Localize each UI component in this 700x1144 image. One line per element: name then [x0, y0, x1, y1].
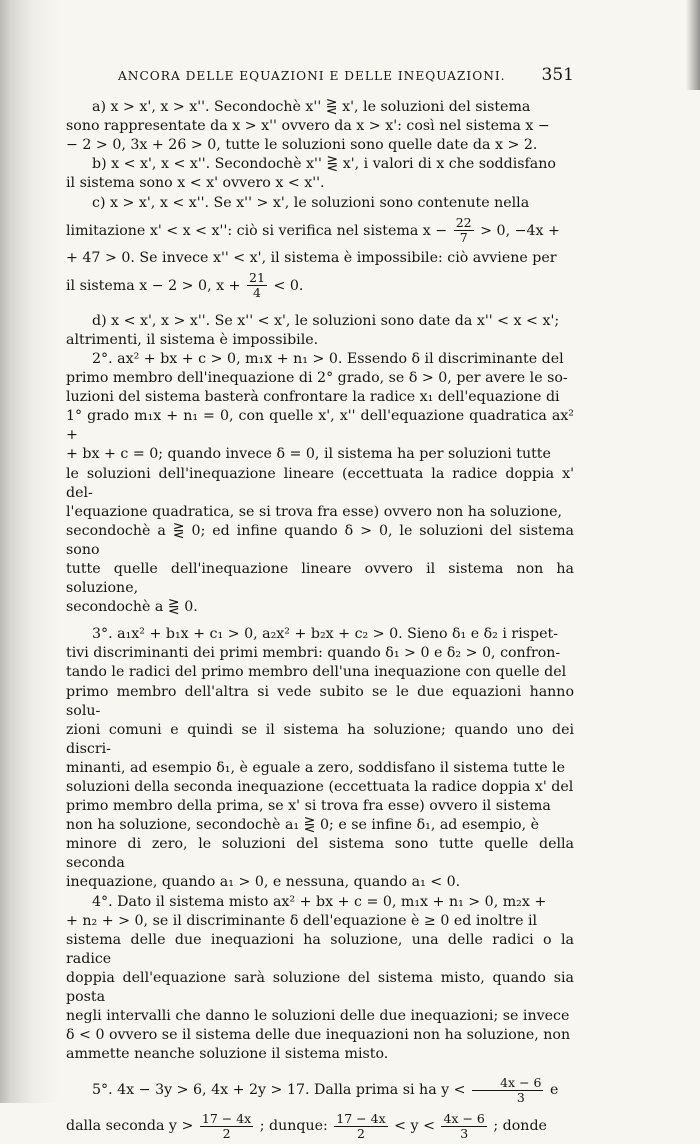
- paragraph-case-d: [66, 312, 574, 350]
- text-line: doppia dell'equazione sarà soluzione del sistema misto, quando sia posta: [66, 969, 574, 1006]
- text-line: ammette neanche soluzione il sistema misto.: [66, 1046, 389, 1063]
- page-number: 351: [541, 65, 574, 85]
- fraction-numerator: 21: [249, 270, 265, 286]
- paragraph-case-b: [66, 155, 574, 193]
- text-line: primo membro dell'altra si vede subito se le due equazioni hanno solu-: [66, 683, 574, 719]
- text-line: 2°. ax² + bx + c > 0, m₁x + n₁ > 0. Essendo δ il discriminante del: [92, 350, 564, 367]
- text-segment: ; donde: [493, 1118, 547, 1135]
- fraction-denominator: 2: [356, 1125, 365, 1141]
- fraction-denominator: 2: [222, 1125, 231, 1141]
- running-title: ANCORA DELLE EQUAZIONI E DELLE INEQUAZIONI.: [118, 69, 506, 83]
- text-line: altrimenti, il sistema è impossibile.: [66, 331, 319, 348]
- text-line: secondochè a ⋛ 0; ed infine quando δ > 0, le soluzioni del sistema sono: [66, 522, 574, 558]
- text-line: il sistema sono x < x' ovvero x < x''.: [66, 175, 325, 192]
- text-line: l'equazione quadratica, se si trova fra esse) ovvero non ha soluzione,: [66, 503, 563, 520]
- text-line-with-fraction: [66, 1072, 574, 1108]
- fraction-denominator: 4: [252, 285, 261, 301]
- text-line: d) x < x', x > x''. Se x'' < x', le soluzioni sono date da x'' < x < x';: [92, 312, 560, 329]
- text-segment: < y <: [394, 1118, 435, 1135]
- fraction: [200, 1112, 253, 1141]
- paragraph-section-2: [66, 350, 574, 617]
- fraction-numerator: 17 − 4x: [336, 1110, 386, 1126]
- text-segment: dalla seconda y >: [66, 1118, 194, 1135]
- scan-shadow-right: [686, 0, 700, 90]
- text-line: 3°. a₁x² + b₁x + c₁ > 0, a₂x² + b₂x + c₂ > 0. Sieno δ₁ e δ₂ i rispet-: [92, 626, 558, 643]
- text-line: inequazione, quando a₁ > 0, e nessuna, quando a₁ < 0.: [66, 874, 461, 891]
- text-line: + 47 > 0. Se invece x'' < x', il sistema è impossibile: ciò avviene per: [66, 249, 557, 266]
- text-line: secondochè a ⋛ 0.: [66, 599, 198, 616]
- fraction-denominator: 3: [516, 1089, 525, 1105]
- text-line: + n₂ + > 0, se il discriminante δ dell'equazione è ≥ 0 ed inoltre il: [66, 912, 538, 929]
- fraction-numerator: 22: [455, 215, 472, 231]
- text-line: δ < 0 ovvero se il sistema delle due inequazioni non ha soluzione, non: [66, 1027, 571, 1044]
- fraction: [247, 271, 267, 300]
- fraction: [454, 216, 474, 245]
- book-page: [66, 66, 574, 1144]
- text-line: non ha soluzione, secondochè a₁ ⋛ 0; e se infine δ₁, ad esempio, è: [66, 817, 539, 834]
- paragraph-section-4: [66, 893, 574, 1065]
- text-line: soluzioni della seconda inequazione (eccettuata la radice doppia x' del: [66, 779, 574, 795]
- text-line: − 2 > 0, 3x + 26 > 0, tutte le soluzioni sono quelle date da x > 2.: [66, 137, 538, 154]
- text-segment: limitazione x' < x < x'': ciò si verifica nel sistema x −: [66, 222, 448, 239]
- scan-shadow-left: [0, 0, 58, 1103]
- text-line: minanti, ad esempio δ₁, è eguale a zero, soddisfano il sistema tutte le: [66, 759, 566, 776]
- fraction-numerator: 4x − 6: [472, 1076, 543, 1091]
- text-line: tando le radici del primo membro dell'una inequazione con quelle del: [66, 664, 567, 681]
- paragraph-section-5: [66, 1072, 574, 1144]
- text-line: c) x > x', x < x''. Se x'' > x', le soluzioni sono contenute nella: [92, 194, 530, 211]
- text-segment: 5°. 4x − 3y > 6, 4x + 2y > 17. Dalla prima si ha y <: [92, 1082, 466, 1099]
- text-line: 1° grado m₁x + n₁ = 0, con quelle x', x'' dell'equazione quadratica ax² +: [66, 408, 574, 444]
- fraction-denominator: 7: [459, 230, 468, 246]
- text-line: primo membro dell'inequazione di 2° grado, se δ > 0, per avere le so-: [66, 370, 568, 387]
- text-line-with-fraction: [66, 1108, 574, 1144]
- text-segment: < 0.: [273, 277, 304, 294]
- fraction: [472, 1076, 543, 1105]
- paragraph-case-a: [66, 98, 574, 155]
- fraction-numerator: 17 − 4x: [201, 1110, 252, 1126]
- paragraph-case-c: [66, 194, 574, 304]
- text-line-with-fraction: [66, 213, 574, 249]
- text-line: sistema delle due inequazioni ha soluzione, una delle radici o la radice: [66, 931, 574, 967]
- text-line: negli intervalli che danno le soluzioni delle due inequazioni; se invece: [66, 1008, 570, 1025]
- text-line-with-fraction: [66, 268, 574, 304]
- paragraph-section-3: [66, 625, 574, 892]
- running-head: [118, 66, 574, 86]
- text-segment: > 0, −4x +: [480, 222, 560, 239]
- fraction: [334, 1112, 387, 1141]
- text-segment: ; dunque:: [259, 1118, 328, 1135]
- fraction: [441, 1112, 486, 1141]
- text-line: le soluzioni dell'inequazione lineare (eccettuata la radice doppia x' del-: [66, 465, 574, 501]
- text-line: luzioni del sistema basterà confrontare la radice x₁ dell'equazione di: [66, 389, 560, 406]
- text-line: tivi discriminanti dei primi membri: quando δ₁ > 0 e δ₂ > 0, confron-: [66, 645, 561, 662]
- text-line: tutte quelle dell'inequazione lineare ovvero il sistema non ha soluzione,: [66, 560, 574, 597]
- fraction-numerator: 4x − 6: [443, 1110, 485, 1126]
- text-segment: il sistema x − 2 > 0, x +: [66, 277, 241, 294]
- text-line: zioni comuni e quindi se il sistema ha soluzione; quando uno dei discri-: [66, 721, 574, 757]
- text-line: minore di zero, le soluzioni del sistema sono tutte quelle della seconda: [66, 836, 574, 872]
- fraction-denominator: 3: [460, 1125, 469, 1141]
- text-line: 4°. Dato il sistema misto ax² + bx + c = 0, m₁x + n₁ > 0, m₂x +: [92, 893, 547, 910]
- text-line: a) x > x', x > x''. Secondochè x'' ⋛ x', le soluzioni del sistema: [92, 99, 531, 116]
- text-segment: e: [550, 1082, 559, 1099]
- text-line: sono rappresentate da x > x'' ovvero da x > x': così nel sistema x −: [66, 118, 550, 135]
- text-line: primo membro della prima, se x' si trova fra esse) ovvero il sistema: [66, 798, 551, 815]
- text-line: + bx + c = 0; quando invece δ = 0, il sistema ha per soluzioni tutte: [66, 446, 551, 463]
- text-line: b) x < x', x < x''. Secondochè x'' ⋛ x', i valori di x che soddisfano: [92, 156, 556, 173]
